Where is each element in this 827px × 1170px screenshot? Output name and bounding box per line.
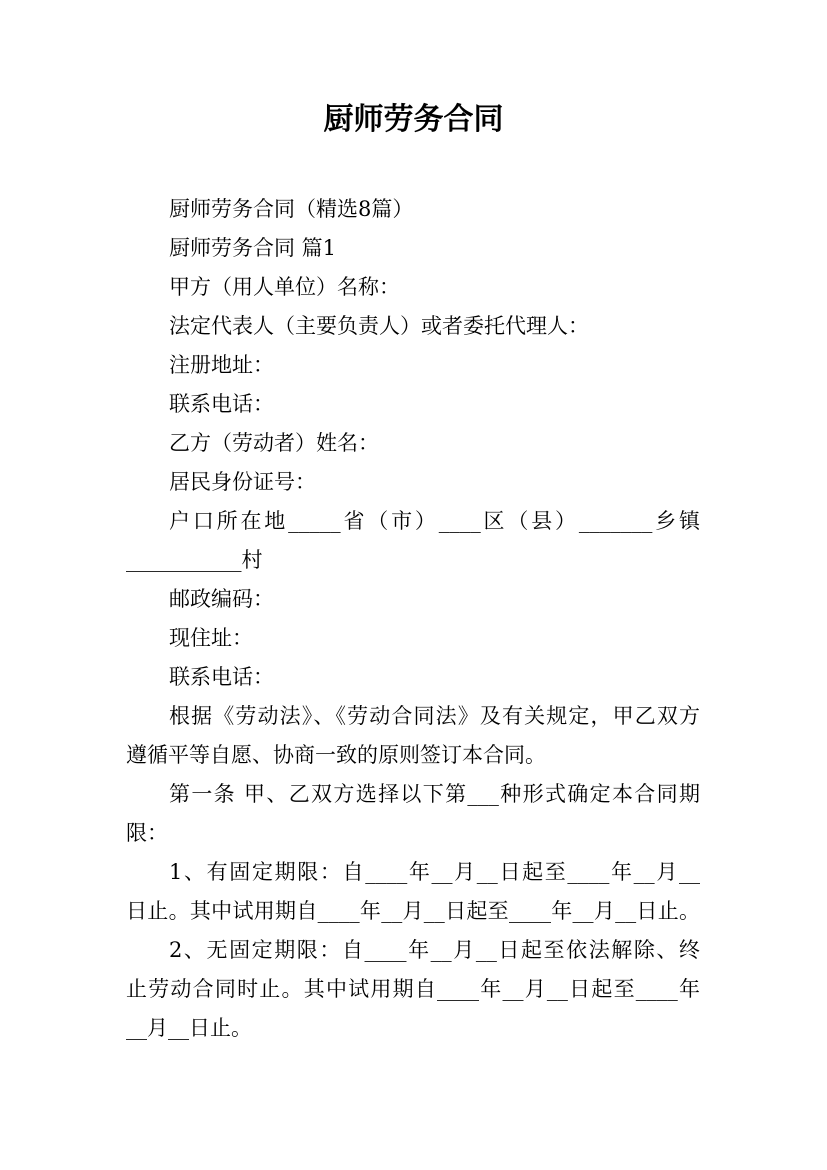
paragraph-section-heading — [126, 229, 700, 268]
paragraph-line: 1、有固定期限：自____年__月__日起至____年__月__ — [169, 860, 700, 884]
paragraph-line: 法定代表人（主要负责人）或者委托代理人： — [169, 314, 589, 338]
paragraph-legal-representative — [126, 307, 700, 346]
paragraph-line: 注册地址： — [169, 353, 274, 377]
document-title: 厨师劳务合同 — [323, 102, 504, 137]
paragraph-line: 厨师劳务合同 篇1 — [169, 236, 337, 260]
document-body — [126, 190, 700, 1048]
paragraph-id-number — [126, 463, 700, 502]
paragraph-line: 第一条 甲、乙双方选择以下第___种形式确定本合同期 — [169, 782, 700, 806]
paragraph-household-registration — [126, 502, 700, 580]
paragraph-party-a-phone — [126, 385, 700, 424]
paragraph-fixed-term — [126, 853, 700, 931]
paragraph-line: 根据《劳动法》、《劳动合同法》及有关规定，甲乙双方 — [169, 704, 700, 728]
paragraph-line: 2、无固定期限：自____年__月__日起至依法解除、终 — [169, 938, 700, 962]
paragraph-line: 乙方（劳动者）姓名： — [169, 431, 379, 455]
paragraph-subtitle — [126, 190, 700, 229]
paragraph-line: 厨师劳务合同（精选8篇） — [169, 197, 414, 221]
paragraph-postal-code — [126, 580, 700, 619]
paragraph-line: 居民身份证号： — [169, 470, 316, 494]
paragraph-party-b-phone — [126, 658, 700, 697]
paragraph-party-b-name — [126, 424, 700, 463]
paragraph-registered-address — [126, 346, 700, 385]
paragraph-preamble — [126, 697, 700, 775]
paragraph-line: __月__日止。 — [126, 1016, 252, 1040]
paragraph-line: 户口所在地_____省（市）____区（县）_______乡镇 — [169, 509, 700, 533]
paragraph-line: 止劳动合同时止。其中试用期自____年__月__日起至____年 — [126, 977, 700, 1001]
paragraph-line: 联系电话： — [169, 665, 274, 689]
paragraph-article-one — [126, 775, 700, 853]
paragraph-line: 限： — [126, 821, 168, 845]
paragraph-line: 现住址： — [169, 626, 253, 650]
paragraph-line: 日止。其中试用期自____年__月__日起至____年__月__日止。 — [126, 899, 700, 923]
paragraph-party-a-name — [126, 268, 700, 307]
paragraph-line: 邮政编码： — [169, 587, 274, 611]
paragraph-current-address — [126, 619, 700, 658]
paragraph-line: 甲方（用人单位）名称： — [169, 275, 400, 299]
paragraph-line: 联系电话： — [169, 392, 274, 416]
paragraph-open-term — [126, 931, 700, 1048]
paragraph-line: ___________村 — [126, 548, 263, 572]
paragraph-line: 遵循平等自愿、协商一致的原则签订本合同。 — [126, 743, 546, 767]
